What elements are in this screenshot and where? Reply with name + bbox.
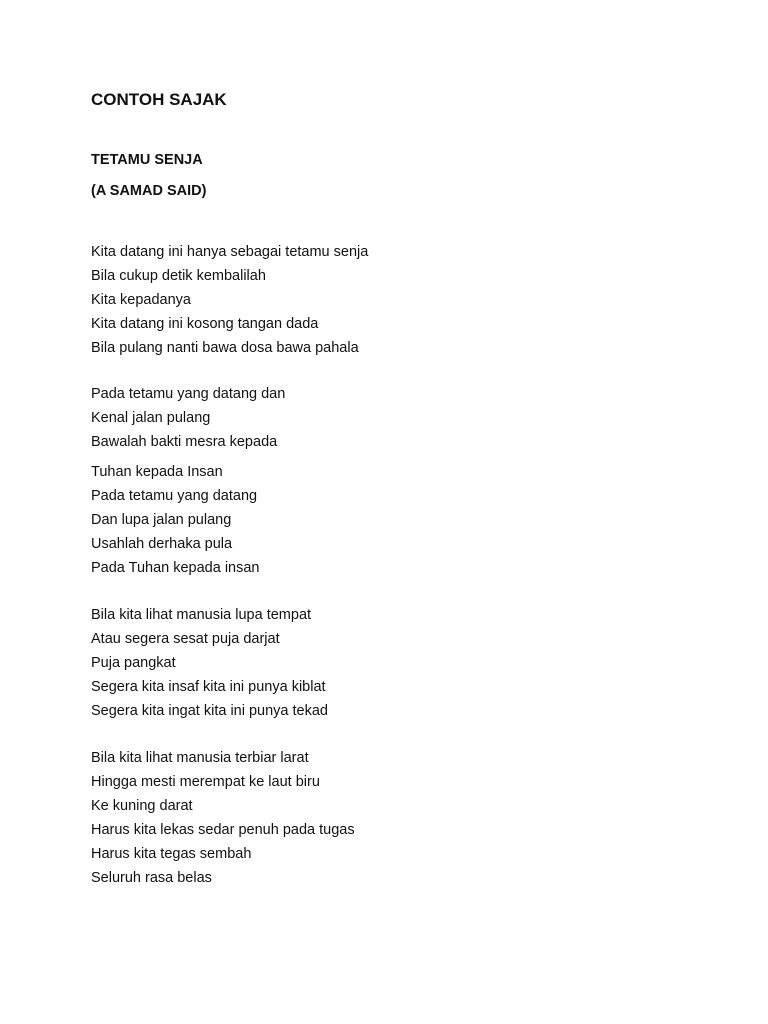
stanza-2	[91, 382, 285, 454]
poem-line: Pada Tuhan kepada insan	[91, 560, 260, 576]
poem-line: Bila pulang nanti bawa dosa bawa pahala	[91, 340, 359, 356]
poem-title: TETAMU SENJA	[91, 152, 203, 168]
poem-line: Kita kepadanya	[91, 292, 191, 308]
poem-line: Puja pangkat	[91, 655, 176, 671]
poem-line: Dan lupa jalan pulang	[91, 512, 232, 528]
poem-author: (A SAMAD SAID)	[91, 183, 207, 199]
poem-line: Atau segera sesat puja darjat	[91, 631, 280, 647]
poem-line: Seluruh rasa belas	[91, 870, 212, 886]
poem-line: Bila kita lihat manusia lupa tempat	[91, 607, 312, 623]
poem-line: Usahlah derhaka pula	[91, 536, 233, 552]
poem-line: Tuhan kepada Insan	[91, 464, 223, 480]
stanza-1	[91, 240, 368, 360]
poem-line: Hingga mesti merempat ke laut biru	[91, 774, 320, 790]
poem-line: Harus kita lekas sedar penuh pada tugas	[91, 822, 355, 838]
stanza-3	[91, 460, 260, 580]
poem-line: Kita datang ini hanya sebagai tetamu senja	[91, 244, 369, 260]
poem-line: Pada tetamu yang datang dan	[91, 386, 286, 402]
poem-line: Bila kita lihat manusia terbiar larat	[91, 750, 309, 766]
poem-line: Kenal jalan pulang	[91, 410, 211, 426]
poem-line: Bawalah bakti mesra kepada	[91, 434, 278, 450]
stanza-4	[91, 603, 328, 723]
stanza-5	[91, 746, 355, 890]
poem-line: Harus kita tegas sembah	[91, 846, 252, 862]
poem-line: Segera kita insaf kita ini punya kiblat	[91, 679, 326, 695]
poem-line: Pada tetamu yang datang	[91, 488, 258, 504]
poem-line: Segera kita ingat kita ini punya tekad	[91, 703, 328, 719]
page-heading: CONTOH SAJAK	[91, 90, 227, 109]
poem-line: Ke kuning darat	[91, 798, 193, 814]
poem-line: Kita datang ini kosong tangan dada	[91, 316, 319, 332]
poem-line: Bila cukup detik kembalilah	[91, 268, 266, 284]
